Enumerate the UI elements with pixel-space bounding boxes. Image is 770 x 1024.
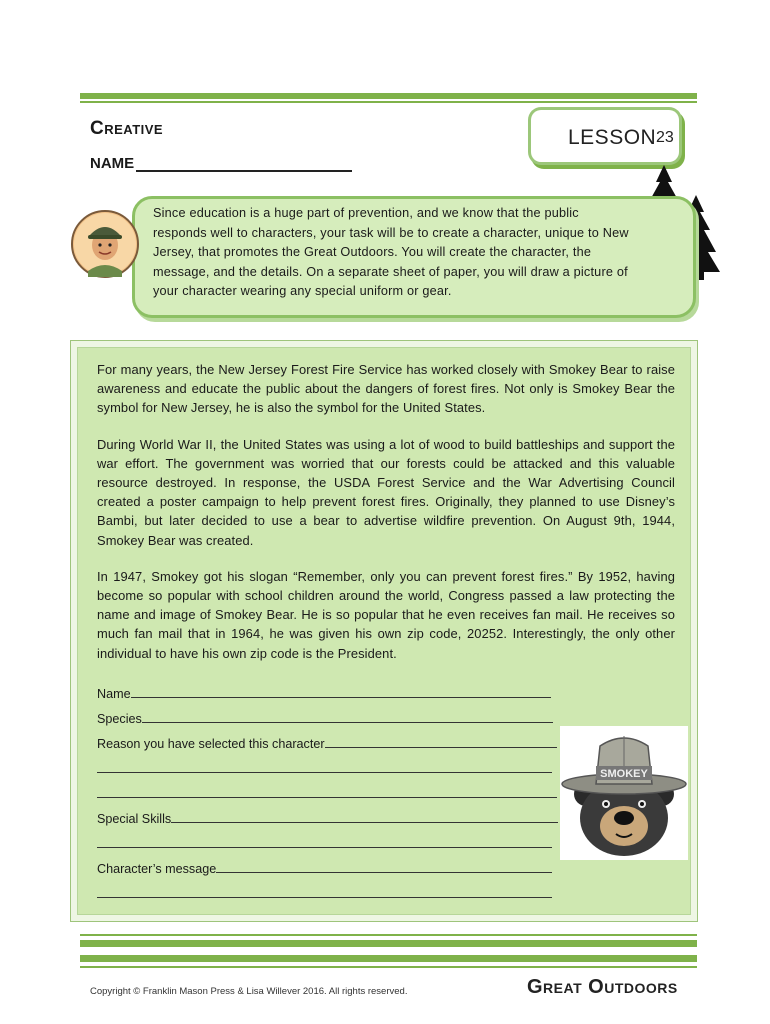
avatar-portrait-icon bbox=[70, 209, 140, 279]
form-reason-line-2[interactable] bbox=[97, 760, 552, 776]
form-message-blank[interactable] bbox=[216, 860, 552, 873]
form-name-label: Name bbox=[97, 687, 131, 701]
form-reason-label: Reason you have selected this character bbox=[97, 737, 325, 751]
intro-text: Since education is a huge part of prevention, and we know that the public responds well to characters, your task will be to create a character, unique to New Jersey, that promotes the Great Outdoors. You will create the character, the message, and the details. On a separate sheet of paper, you will draw a picture of your character wearing any special uniform or gear. bbox=[153, 206, 629, 298]
bottom-rule-2 bbox=[80, 940, 697, 947]
section-title: Creative bbox=[90, 118, 164, 139]
top-rule-thin bbox=[80, 101, 697, 103]
paragraph-1: For many years, the New Jersey Forest Fire Service has worked closely with Smokey Bear to raise awareness and educate the public about the dangers of forest fires. Not only is Smokey Bear the symbol for New Jersey, he is also the symbol for the United States. bbox=[97, 362, 675, 416]
name-label: NAME bbox=[90, 155, 135, 172]
bottom-rule-1 bbox=[80, 934, 697, 936]
form-message-row[interactable] bbox=[97, 860, 552, 876]
form-skills-line-2[interactable] bbox=[97, 835, 552, 851]
form-skills-row[interactable] bbox=[97, 810, 558, 826]
form-name-blank[interactable] bbox=[131, 685, 551, 698]
form-reason-blank-3[interactable] bbox=[97, 785, 557, 798]
top-rule-thick bbox=[80, 93, 697, 99]
form-message-blank-2[interactable] bbox=[97, 885, 552, 898]
form-species-row[interactable] bbox=[97, 710, 553, 726]
bottom-rule-3 bbox=[80, 955, 697, 962]
form-species-blank[interactable] bbox=[142, 710, 553, 723]
form-skills-label: Special Skills bbox=[97, 812, 172, 826]
name-blank-line bbox=[136, 154, 352, 172]
form-skills-blank-2[interactable] bbox=[97, 835, 552, 848]
smokey-bear-icon bbox=[560, 726, 688, 860]
form-message-line-2[interactable] bbox=[97, 885, 552, 901]
brand-footer: Great Outdoors bbox=[527, 976, 678, 998]
form-reason-line-3[interactable] bbox=[97, 785, 557, 801]
form-skills-blank[interactable] bbox=[171, 810, 558, 823]
form-reason-row[interactable] bbox=[97, 735, 557, 751]
bottom-rule-4 bbox=[80, 966, 697, 968]
paragraph-3: In 1947, Smokey got his slogan “Remember, only you can prevent forest fires.” By 1952, having become so popular with school children around the world, Congress passed a law protecting the name and image of Smokey Bear. He is so popular that he even receives fan mail. He receives so much fan mail that in 1964, he was given his own zip code, 20252. Interestingly, the only other individual to have his own zip code is the President. bbox=[97, 568, 675, 661]
smokey-bear-image bbox=[560, 726, 688, 860]
form-message-label: Character’s message bbox=[97, 862, 217, 876]
lesson-number: 23 bbox=[656, 129, 674, 146]
lesson-label: LESSON bbox=[568, 126, 657, 149]
ranger-avatar bbox=[70, 209, 140, 279]
name-field bbox=[90, 154, 352, 172]
reading-text bbox=[97, 360, 675, 680]
form-reason-blank[interactable] bbox=[325, 735, 557, 748]
smokey-hat-text: SMOKEY bbox=[600, 768, 648, 780]
form-reason-blank-2[interactable] bbox=[97, 760, 552, 773]
paragraph-2: During World War II, the United States was using a lot of wood to build battleships and support the war effort. The government was worried that our forests could be attacked and this valuable resource destroyed. In response, the USDA Forest Service and the War Advertising Council created a poster campaign to help prevent forest fires. Originally, they planned to use Disney’s Bambi, but later decided to use a bear to advertise wildfire prevention. On August 9th, 1944, Smokey Bear was created. bbox=[97, 436, 675, 548]
form-name-row[interactable] bbox=[97, 685, 551, 701]
form-species-label: Species bbox=[97, 712, 142, 726]
copyright-notice: Copyright © Franklin Mason Press & Lisa Willever 2016. All rights reserved. bbox=[90, 986, 408, 997]
